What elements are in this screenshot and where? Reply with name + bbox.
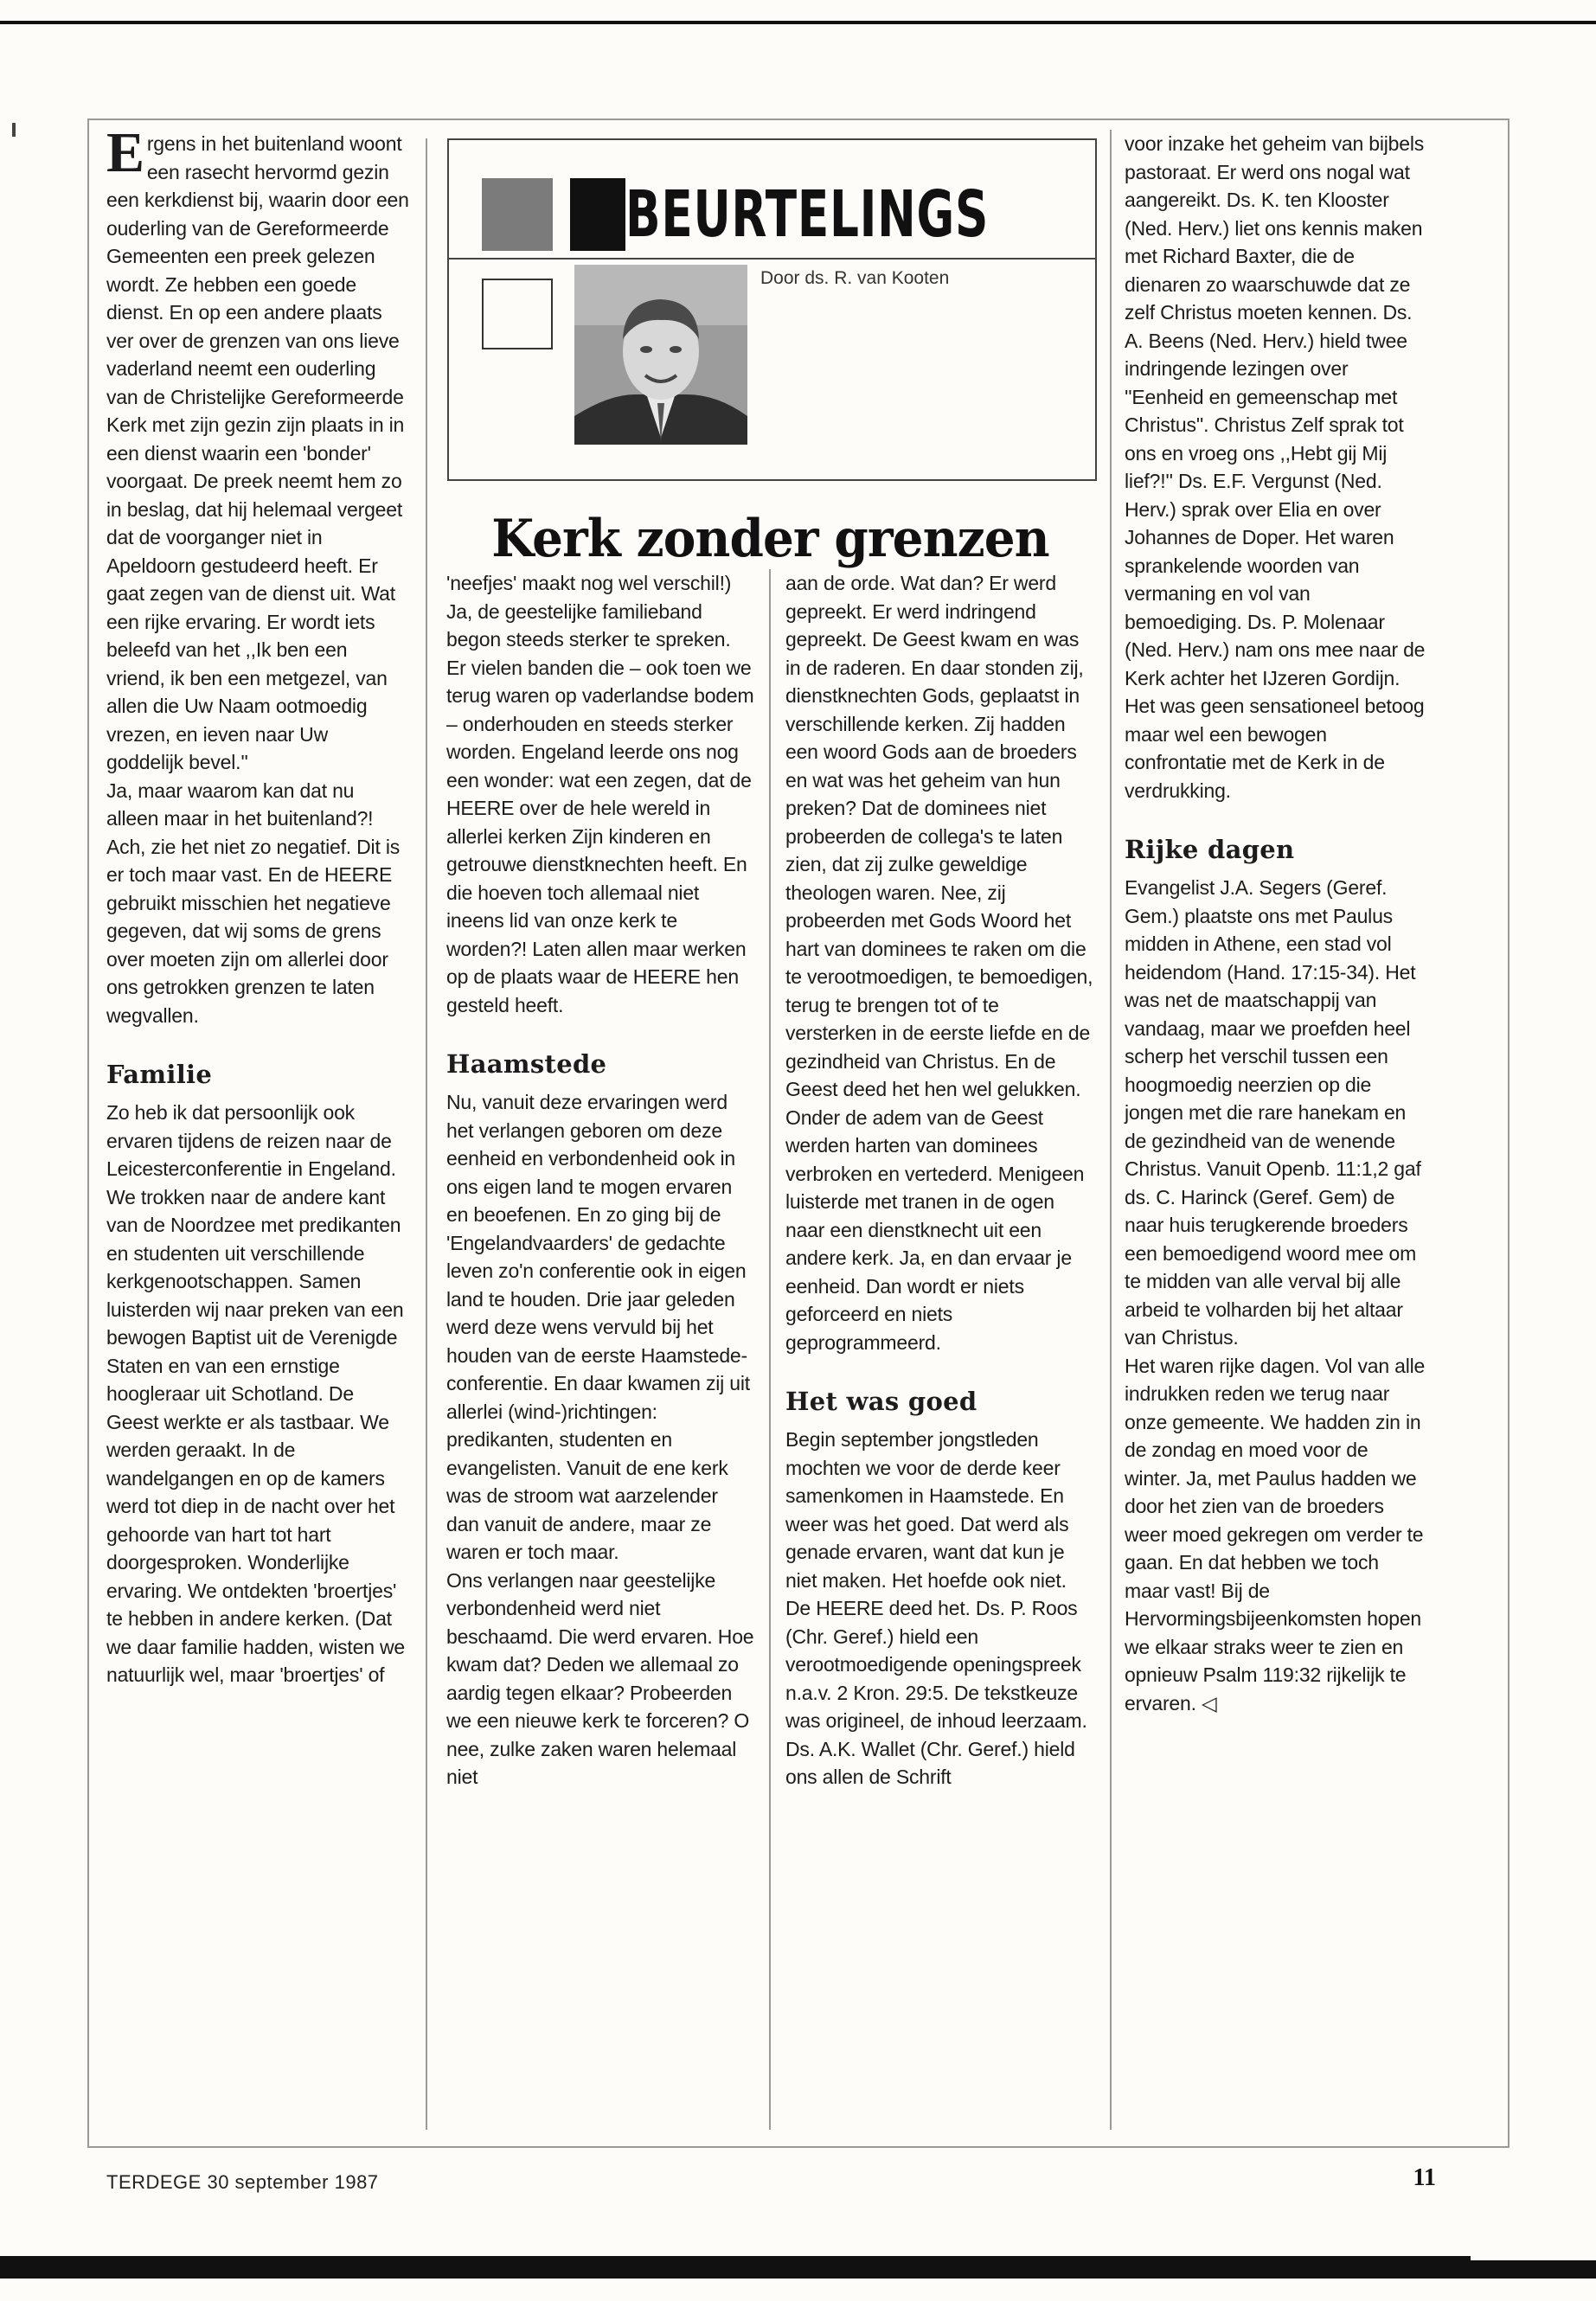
header-rule	[449, 258, 1095, 260]
drop-cap: E	[106, 121, 144, 184]
paragraph: voor inzake het geheim van bijbels pastoraat. Er werd ons nogal wat aangereikt. Ds. K. ten Klooster (Ned. Herv.) liet ons kennis maken met Richard Baxter, die de dienaren zo waarschuwde dat ze zelf Christus moeten kennen. Ds. A. Beens (Ned. Herv.) hield twee indringende lezingen over ''Eenheid en gemeenschap met Christus''. Christus Zelf sprak tot ons en vroeg ons ,,Hebt gij Mij lief?!'' Ds. E.F. Vergunst (Ned. Herv.) sprak over Elia en over Johannes de Doper. Het waren sprankelende woorden van vermaning en vol van bemoediging. Ds. P. Molenaar (Ned. Herv.) nam ons mee naar de Kerk achter het IJzeren Gordijn. Het was geen sensationeel betoog maar wel een bewogen confrontatie met de Kerk in de verdrukking.	[1125, 132, 1426, 802]
subheading-rijke-dagen: Rijke dagen	[1125, 835, 1295, 864]
bottom-scan-bar	[0, 2256, 1596, 2279]
author-photo	[574, 265, 747, 445]
byline: Door ds. R. van Kooten	[760, 268, 950, 288]
empty-square	[482, 279, 553, 349]
text-column-2	[446, 569, 754, 1791]
paragraph: Nu, vanuit deze ervaringen werd het verlangen geboren om deze eenheid en verbondenheid ook in ons eigen land te mogen ervaren en beoefenen. En zo ging bij de 'Engelandvaarders' de gedachte leven zo'n conferentie ook in eigen land te houden. Drie jaar geleden werd deze wens vervuld bij het houden van de eerste Haamstede-conferentie. En daar kwamen zij uit allerlei (wind-)richtingen: predikanten, studenten en evangelisten. Vanuit de ene kerk was de stroom wat aarzelender dan vanuit de andere, maar ze waren er toch maar.	[446, 1091, 750, 1563]
column-divider-3	[1110, 130, 1112, 2130]
paragraph: Zo heb ik dat persoonlijk ook ervaren tijdens de reizen naar de Leicesterconferentie in Engeland. We trokken naar de andere kant van de Noordzee met predikanten en studenten uit verschillende kerkgenootschappen. Samen luisterden wij naar preken van een bewogen Baptist uit de Verenigde Staten en van een ernstige hoogleraar uit Schotland. De Geest werkte er als tastbaar. We werden geraakt. In de wandelgangen en op de kamers werd tot diep in de nacht over het gehoorde van hart tot hart doorgesproken. Wonderlijke ervaring. We ontdekten 'broertjes' te hebben in andere kerken. (Dat we daar familie hadden, wisten we natuurlijk wel, maar 'broertjes' of	[106, 1101, 405, 1686]
subheading-het-was-goed: Het was goed	[785, 1387, 977, 1416]
black-square	[570, 178, 625, 251]
text-column-4	[1125, 130, 1427, 1717]
paragraph: Ons verlangen naar geestelijke verbondenheid werd niet beschaamd. Die werd ervaren. Hoe kwam dat? Deden we allemaal zo aardig tegen elkaar? Probeerden we een nieuwe kerk te forceren? O nee, zulke zaken waren helemaal niet	[446, 1568, 754, 1788]
paragraph: Ja, maar waarom kan dat nu alleen maar in het buitenland?! Ach, zie het niet zo negatief. Dit is er toch maar vast. En de HEERE gebruikt misschien het negatieve gegeven, dat wij soms de grens over moeten zijn om allerlei door ons getrokken grenzen te laten wegvallen.	[106, 779, 401, 1027]
article-title: Kerk zonder grenzen	[491, 509, 1049, 569]
page-number: 11	[1413, 2164, 1436, 2191]
paragraph: Het waren rijke dagen. Vol van alle indrukken reden we terug naar onze gemeente. We hadden zin in de zondag en moed voor de winter. Ja, met Paulus hadden we door het zien van de broeders weer moed gekregen om verder te gaan. En dat hebben we toch maar vast! Bij de Hervormingsbijeenkomsten hopen we elkaar straks weer te zien en opnieuw Psalm 119:32 rijkelijk te ervaren. ◁	[1125, 1354, 1426, 1715]
paragraph: Begin september jongstleden mochten we voor de derde keer samenkomen in Haamstede. En weer was het goed. Dat werd als genade ervaren, want dat kun je niet maken. Het hoefde ook niet. De HEERE deed het. Ds. P. Roos (Chr. Geref.) hield een verootmoedigende openingspreek n.a.v. 2 Kron. 29:5. De tekstkeuze was origineel, de inhoud leerzaam. Ds. A.K. Wallet (Chr. Geref.) hield ons allen de Schrift	[785, 1428, 1087, 1788]
subheading-haamstede: Haamstede	[446, 1049, 607, 1079]
subheading-familie: Familie	[106, 1060, 213, 1089]
paragraph: 'neefjes' maakt nog wel verschil!) Ja, de geestelijke familieband begon steeds sterker te spreken. Er vielen banden die – ook toen we terug waren op vaderlandse bodem – onderhouden en steeds sterker worden. Engeland leerde ons nog een wonder: wat een zegen, dat de HEERE over de hele wereld in allerlei kerken Zijn kinderen en getrouwe dienstknechten heeft. En die hoeven toch allemaal niet ineens lid van onze kerk te worden?! Laten allen maar werken op de plaats waar de HEERE hen gesteld heeft.	[446, 572, 754, 1016]
bottom-scan-gap	[1471, 2253, 1596, 2260]
column-divider-1	[426, 138, 427, 2130]
column-label: BEURTELINGS	[625, 177, 990, 252]
paragraph	[106, 121, 409, 777]
gray-square	[482, 178, 553, 251]
paragraph: aan de orde. Wat dan? Er werd gepreekt. Er werd indringend gepreekt. De Geest kwam en was in de raderen. En daar stonden zij, dienstknechten Gods, geplaatst in verschillende kerken. Zij hadden een woord Gods aan de broeders en wat was het geheim van hun preken? Dat de dominees niet probeerden de collega's te laten zien, dat zij zulke geweldige theologen waren. Nee, zij probeerden met Gods Woord het hart van dominees te raken om die te verootmoedigen, te bemoedigen, terug te brengen tot of te versterken in de eerste liefde en de gezindheid van Christus. En de Geest deed het hen wel gelukken. Onder de adem van de Geest werden harten van dominees verbroken en vertederd. Menigeen luisterde met tranen in de ogen naar een dienstknecht uit een andere kerk. Ja, en dan ervaar je eenheid. Dan wordt er niets geforceerd en niets geprogrammeerd.	[785, 572, 1093, 1354]
column-divider-2	[769, 569, 771, 2130]
top-rule	[0, 21, 1596, 24]
paragraph-text: rgens in het buitenland woont een rasecht hervormd gezin een kerkdienst bij, waarin door een ouderling van de Gereformeerde Gemeenten een preek gelezen wordt. Ze hebben een goede dienst. En op een andere plaats ver over de grenzen van ons lieve vaderland neemt een ouderling van de Christelijke Gereformeerde Kerk met zijn gezin zijn plaats in in een dienst waarin een 'bonder' voorgaat. De preek neemt hem zo in beslag, dat hij helemaal vergeet dat de voorganger niet in Apeldoorn gestudeerd heeft. Er gaat zegen van de dienst uit. Wat een rijke ervaring. Er wordt iets beleefd van het ,,Ik ben een vriend, ik ben een metgezel, van allen die Uw Naam ootmoedig vrezen, en ieven naar Uw goddelijk bevel.''	[106, 132, 409, 773]
text-column-1	[106, 121, 409, 1689]
margin-mark	[12, 123, 16, 137]
text-column-3	[785, 569, 1095, 1791]
paragraph: Evangelist J.A. Segers (Geref. Gem.) plaatste ons met Paulus midden in Athene, een stad vol heidendom (Hand. 17:15-34). Het was net de maatschappij van vandaag, maar we proefden heel scherp het verschil tussen een hoogmoedig neerzien op die jongen met die rare hanekam en de gezindheid van de wenende Christus. Vanuit Openb. 11:1,2 gaf ds. C. Harinck (Geref. Gem) de naar huis terugkerende broeders een bemoedigend woord mee om te midden van alle verval bij alle arbeid te volharden bij het altaar van Christus.	[1125, 876, 1421, 1349]
publication-footer: TERDEGE 30 september 1987	[106, 2171, 379, 2193]
column-header-box	[447, 138, 1097, 481]
